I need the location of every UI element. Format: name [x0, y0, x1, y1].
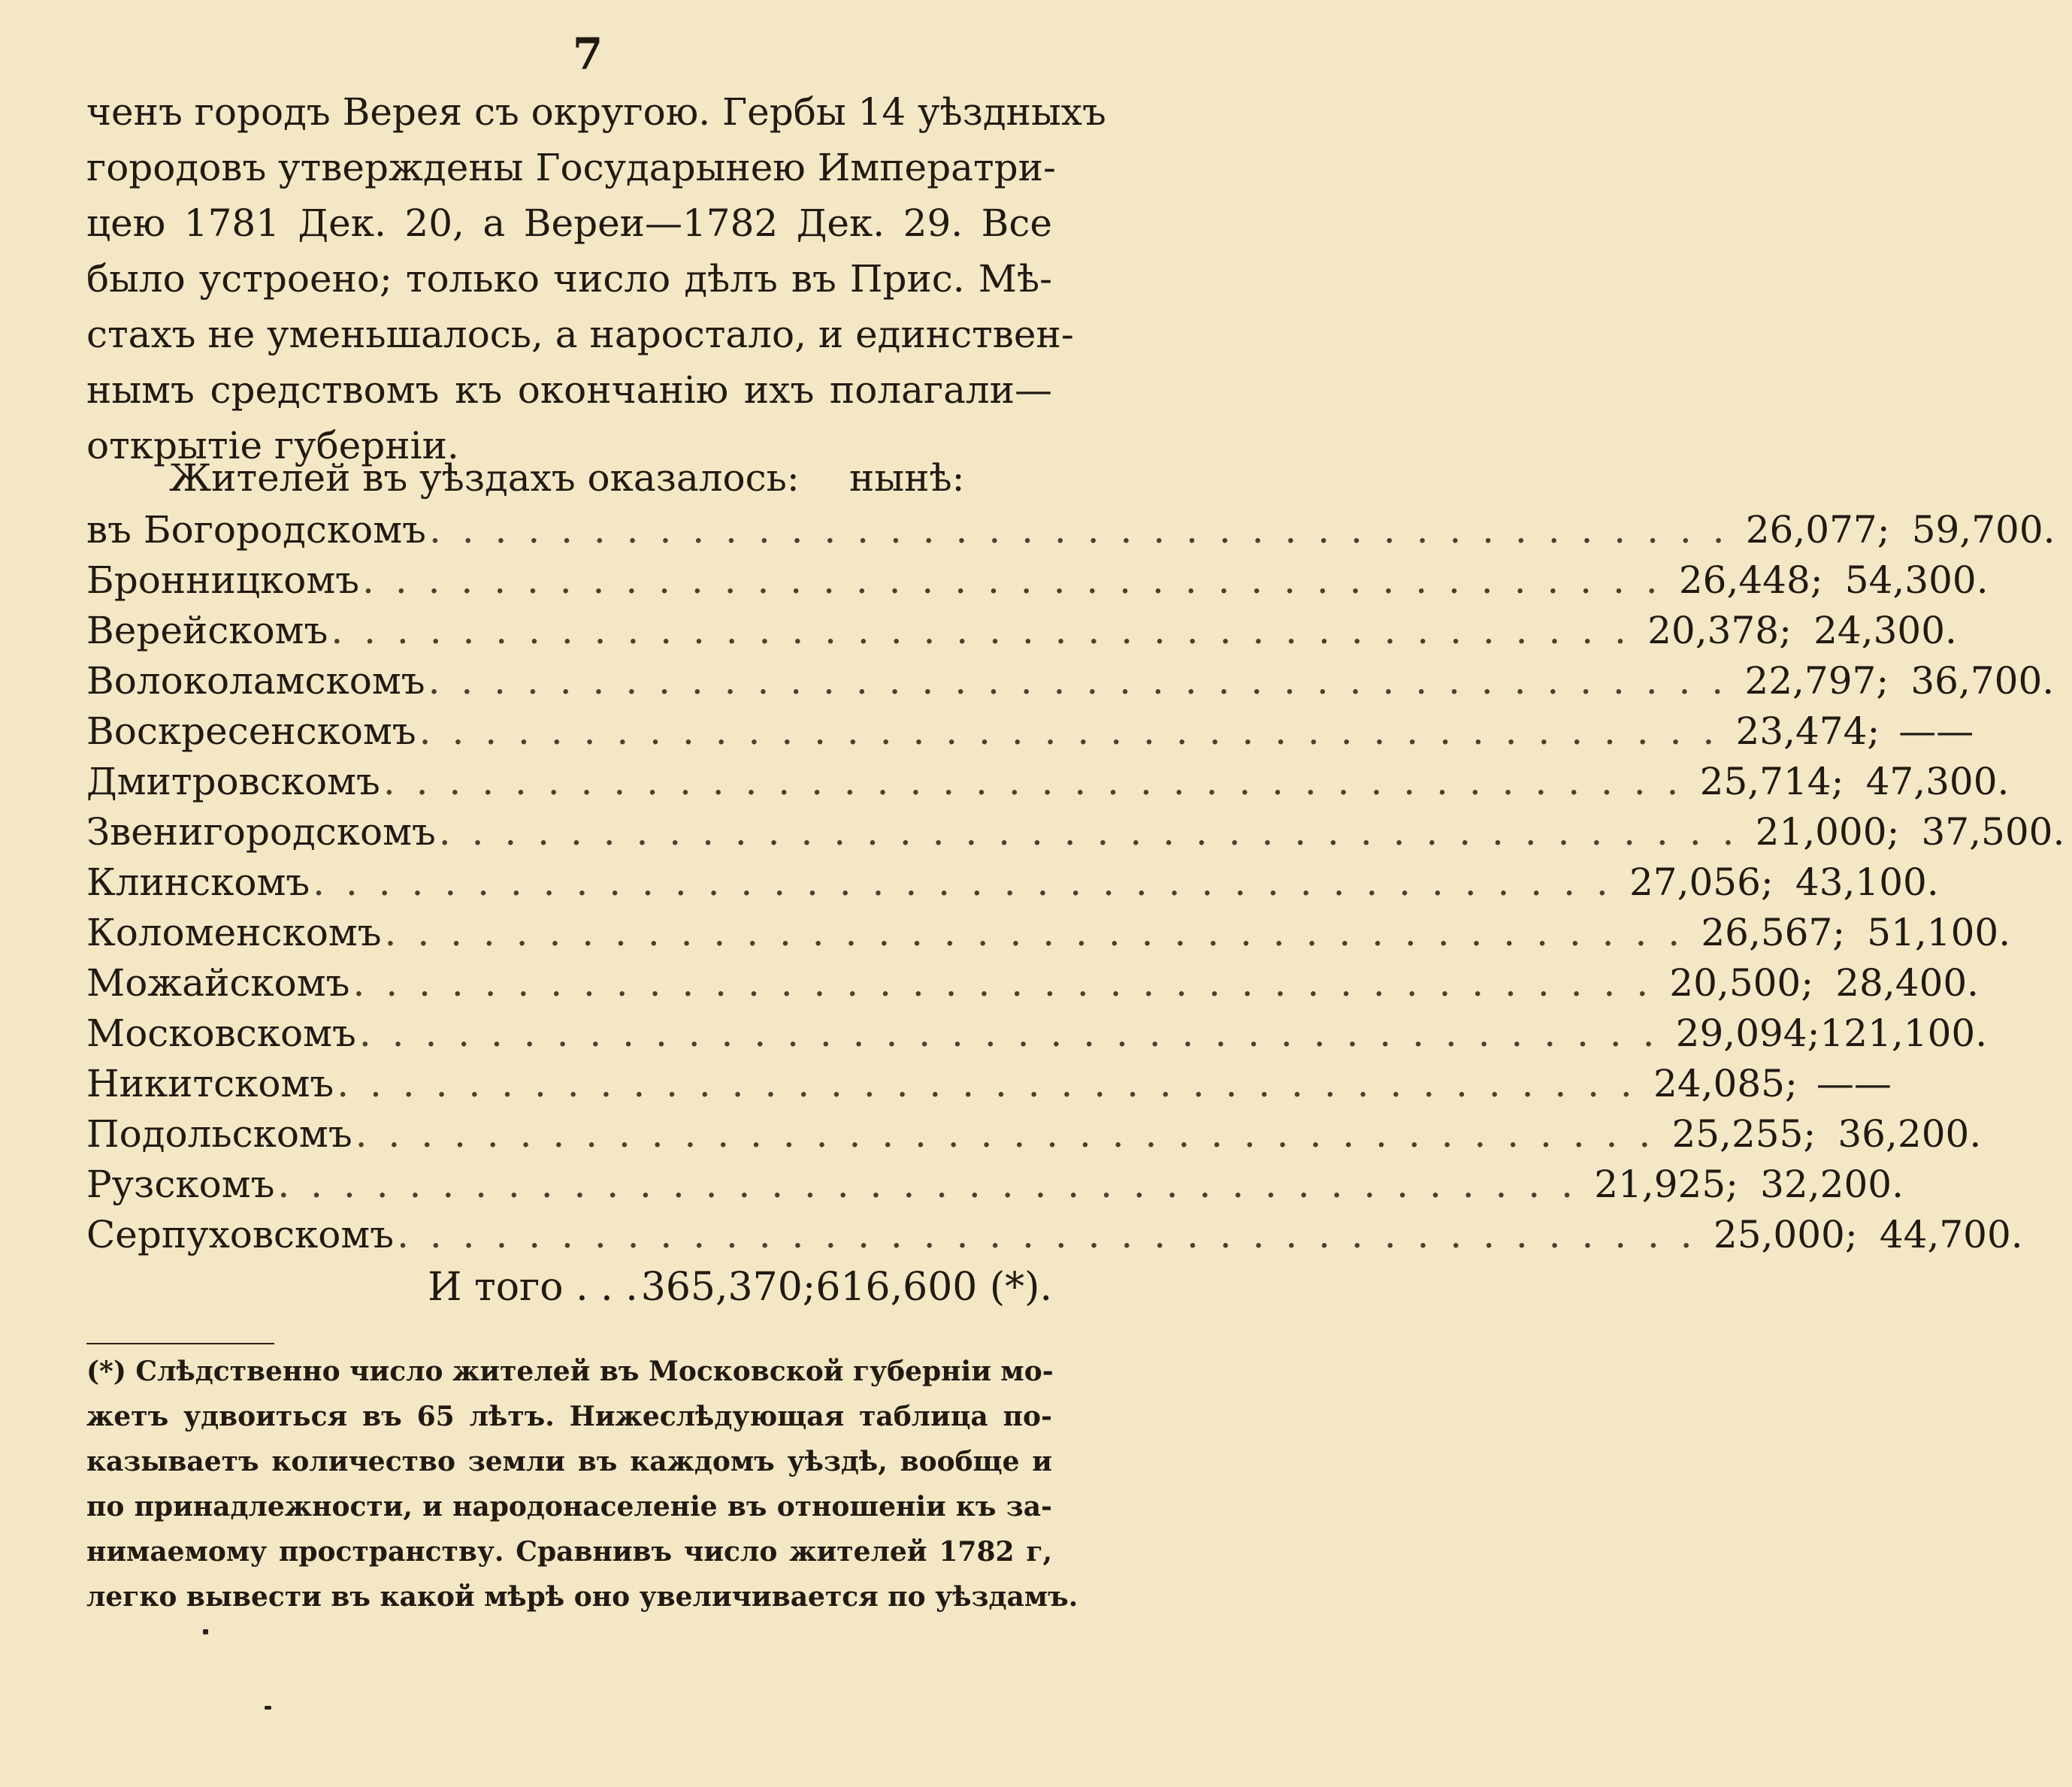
population-then: 25,000; — [1713, 1213, 1858, 1256]
dot-leader: . . . . . . . . . . . . . . . . . . . . . . . . . . . . . . . . . . . . . . . . — [397, 1213, 1697, 1256]
dot-leader: . . . . . . . . . . . . . . . . . . . . . . . . . . . . . . . . . . . . . . . . — [383, 760, 1683, 803]
population-now: 47,300. — [1865, 760, 2010, 803]
district-name: Клинскомъ — [86, 860, 310, 904]
paragraph-line: было устроено; только число дѣлъ въ Прис. Мѣ- — [86, 257, 1052, 301]
paragraph-line: городовъ утверждены Государынею Императри- — [86, 146, 1056, 189]
table-row — [86, 656, 2055, 706]
dot-leader: . . . . . . . . . . . . . . . . . . . . . . . . . . . . . . . . . . . . . . . . — [362, 558, 1662, 602]
district-name: Никитскомъ — [86, 1062, 334, 1105]
population-now: 44,700. — [1879, 1213, 2023, 1256]
district-name: Волоколамскомъ — [86, 659, 425, 703]
table-rows — [86, 505, 2065, 1260]
population-now: 36,700. — [1910, 659, 2055, 703]
population-then: 25,714; — [1699, 760, 1844, 803]
table-row — [86, 1008, 1988, 1059]
table-row — [86, 1059, 1892, 1109]
table-row — [86, 757, 2010, 807]
dot-leader: . . . . . . . . . . . . . . . . . . . . . . . . . . . . . . . . . . . . . . . . — [352, 961, 1653, 1005]
table-row — [86, 1160, 1904, 1210]
dot-leader: . . . . . . . . . . . . . . . . . . . . . . . . . . . . . . . . . . . . . . . . — [313, 860, 1613, 904]
population-then: 25,255; — [1671, 1112, 1816, 1156]
district-name: Можайскомъ — [86, 961, 350, 1005]
dot-leader: . . . . . . . . . . . . . . . . . . . . . . . . . . . . . . . . . . . . . . . . — [384, 911, 1685, 954]
table-row — [86, 555, 1989, 606]
footnote-divider — [86, 1343, 274, 1344]
dot-leader: . . . . . . . . . . . . . . . . . . . . . . . . . . . . . . . . . . . . . . . . — [277, 1163, 1577, 1206]
footnote — [86, 1349, 1078, 1619]
header-now: нынѣ: — [849, 456, 965, 500]
district-name: въ Богородскомъ — [86, 508, 426, 552]
paragraph-line: открытіе губерніи. — [86, 424, 459, 467]
dot-leader: . . . . . . . . . . . . . . . . . . . . . . . . . . . . . . . . . . . . . . . . — [419, 709, 1720, 753]
total-label: И того . . . — [428, 1265, 638, 1310]
table-row — [86, 807, 2065, 857]
population-then: 23,474; — [1735, 709, 1880, 753]
paragraph-line: ченъ городъ Верея съ округою. Гербы 14 уѣздныхъ — [86, 90, 1106, 134]
population-then: 22,797; — [1744, 659, 1889, 703]
population-now: 59,700. — [1911, 508, 2055, 552]
table-row — [86, 857, 1939, 908]
district-name: Подольскомъ — [86, 1112, 352, 1156]
population-now: 51,100. — [1867, 911, 2011, 954]
table-total-row — [86, 1260, 1052, 1314]
footnote-line: (*) Слѣдственно число жителей въ Московской губерніи мо- — [86, 1356, 1054, 1387]
dot-leader: . . . . . . . . . . . . . . . . . . . . . . . . . . . . . . . . . . . . . . . . — [337, 1062, 1637, 1105]
table-row — [86, 505, 2055, 555]
population-then: 27,056; — [1629, 860, 1774, 904]
main-paragraph — [86, 84, 1106, 473]
paragraph-line: стахъ не уменьшалось, а наростало, и единствен- — [86, 313, 1074, 356]
district-name: Дмитровскомъ — [86, 760, 380, 803]
population-now: 24,300. — [1813, 609, 1957, 652]
population-table — [86, 451, 2065, 1314]
population-then: 26,567; — [1701, 911, 1846, 954]
population-now: —— — [1898, 709, 1974, 753]
population-now: 32,200. — [1760, 1163, 1904, 1206]
district-name: Московскомъ — [86, 1011, 356, 1055]
district-name: Серпуховскомъ — [86, 1213, 395, 1256]
population-now: 37,500. — [1921, 810, 2065, 854]
dot-leader: . . . . . . . . . . . . . . . . . . . . . . . . . . . . . . . . . . . . . . . . — [428, 508, 1729, 552]
population-now: 28,400. — [1835, 961, 1980, 1005]
district-name: Бронницкомъ — [86, 558, 360, 602]
table-row — [86, 1210, 2023, 1260]
district-name: Воскресенскомъ — [86, 709, 416, 753]
population-then: 21,000; — [1755, 810, 1900, 854]
population-now: 54,300. — [1844, 558, 1989, 602]
table-header — [86, 451, 1052, 505]
population-then: 29,094; — [1675, 1011, 1820, 1055]
population-now: —— — [1816, 1062, 1892, 1105]
header-label: Жителей въ уѣздахъ оказалось: — [169, 456, 800, 500]
table-row — [86, 1109, 1982, 1160]
population-then: 24,085; — [1653, 1062, 1798, 1105]
page-number: 7 — [572, 29, 603, 80]
table-row — [86, 958, 1980, 1008]
table-row — [86, 908, 2011, 958]
population-now: 36,200. — [1838, 1112, 1982, 1156]
paragraph-line: нымъ средствомъ къ окончанію ихъ полагали— — [86, 368, 1052, 412]
total-then: 365,370; — [640, 1265, 816, 1310]
dot-leader: . . . . . . . . . . . . . . . . . . . . . . . . . . . . . . . . . . . . . . . . — [355, 1112, 1656, 1156]
ink-speck — [265, 1706, 271, 1710]
dot-leader: . . . . . . . . . . . . . . . . . . . . . . . . . . . . . . . . . . . . . . . . — [428, 659, 1729, 703]
population-then: 26,077; — [1745, 508, 1890, 552]
population-then: 26,448; — [1678, 558, 1823, 602]
population-now: 43,100. — [1795, 860, 1939, 904]
population-now: 121,100. — [1819, 1011, 1988, 1055]
dot-leader: . . . . . . . . . . . . . . . . . . . . . . . . . . . . . . . . . . . . . . . . — [358, 1011, 1659, 1055]
paragraph-line: цею 1781 Дек. 20, а Вереи—1782 Дек. 29. Все — [86, 201, 1052, 245]
footnote-line: казываетъ количество земли въ каждомъ уѣздѣ, вообще и — [86, 1446, 1052, 1477]
dot-leader: . . . . . . . . . . . . . . . . . . . . . . . . . . . . . . . . . . . . . . . . — [438, 810, 1739, 854]
footnote-line: жетъ удвоиться въ 65 лѣтъ. Нижеслѣдующая таблица по- — [86, 1401, 1052, 1432]
district-name: Рузскомъ — [86, 1163, 275, 1206]
table-row — [86, 706, 1974, 757]
footnote-line: по принадлежности, и народонаселеніе въ отношеніи къ за- — [86, 1491, 1052, 1522]
district-name: Коломенскомъ — [86, 911, 382, 954]
footnote-line: легко вывести въ какой мѣрѣ оно увеличивается по уѣздамъ. — [86, 1581, 1078, 1613]
table-row — [86, 606, 1957, 656]
district-name: Звенигородскомъ — [86, 810, 436, 854]
total-now: 616,600 (*). — [815, 1265, 1052, 1310]
footnote-line: нимаемому пространству. Сравнивъ число жителей 1782 г, — [86, 1536, 1052, 1568]
ink-speck — [203, 1629, 208, 1634]
population-then: 21,925; — [1594, 1163, 1738, 1206]
dot-leader: . . . . . . . . . . . . . . . . . . . . . . . . . . . . . . . . . . . . . . . . — [331, 609, 1631, 652]
population-then: 20,500; — [1669, 961, 1814, 1005]
district-name: Верейскомъ — [86, 609, 328, 652]
population-then: 20,378; — [1647, 609, 1792, 652]
